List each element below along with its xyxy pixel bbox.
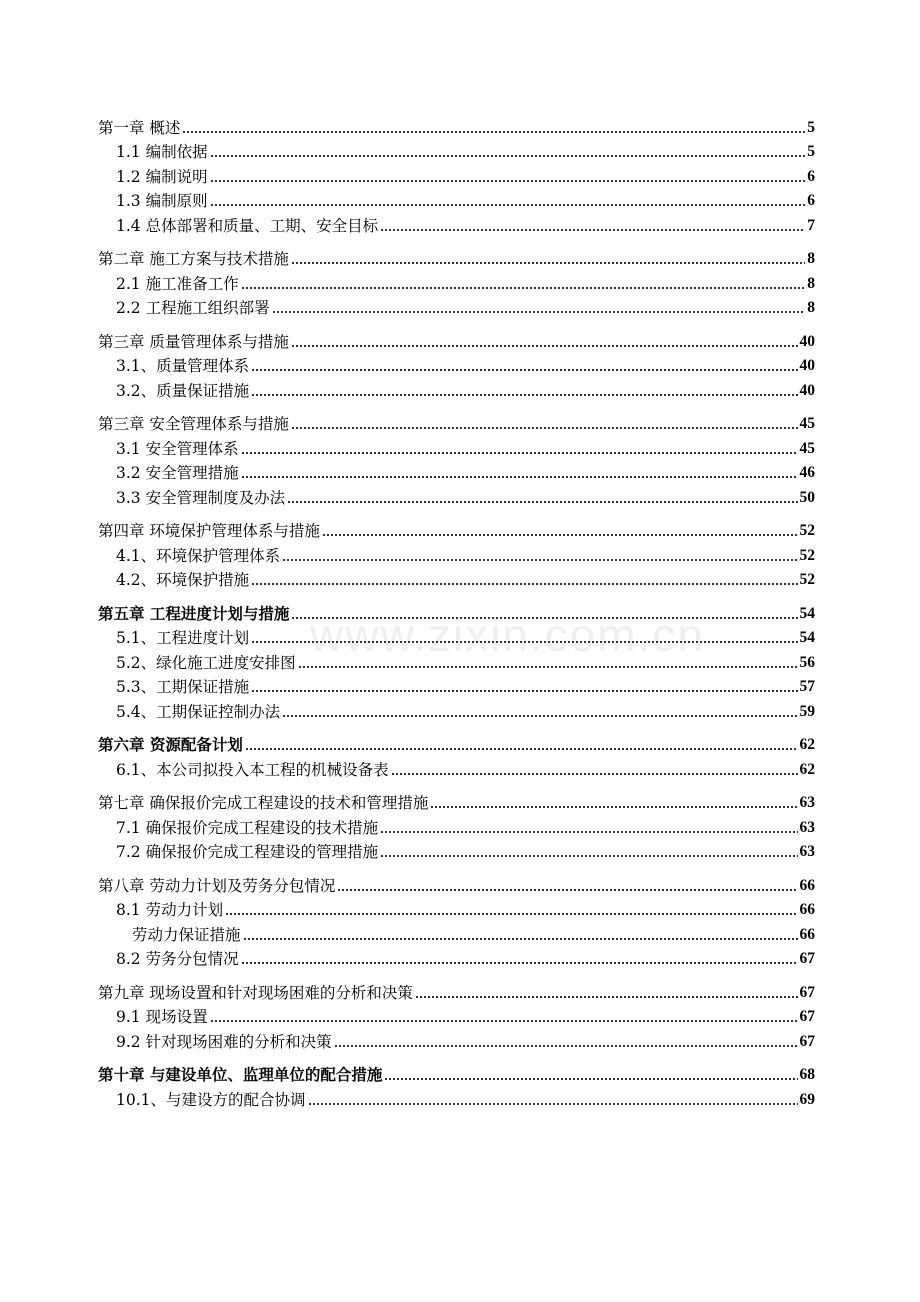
toc-page-number: 8: [807, 250, 815, 267]
toc-section-entry[interactable]: [98, 919, 815, 944]
toc-page-number: 45: [799, 415, 815, 432]
toc-entry-title: 第一章 概述: [98, 118, 181, 137]
toc-page-number: 57: [799, 678, 815, 695]
toc-leader-dots: [287, 500, 797, 504]
toc-leader-dots: [251, 393, 797, 397]
toc-leader-dots: [243, 937, 798, 941]
toc-entry-title: 1.4 总体部署和质量、工期、安全目标: [116, 216, 379, 235]
toc-chapter-entry[interactable]: [98, 598, 815, 623]
toc-page-number: 5: [807, 143, 815, 160]
toc-page-number: 62: [799, 736, 815, 753]
toc-page-number: 63: [799, 818, 815, 836]
toc-page-number: 67: [799, 983, 815, 1001]
toc-leader-dots: [282, 558, 797, 562]
toc-page-number: 54: [799, 604, 815, 622]
toc-page-number: 56: [799, 653, 815, 671]
toc-entry-title: 第三章 安全管理体系与措施: [98, 415, 289, 433]
toc-section-entry[interactable]: [98, 268, 815, 293]
toc-entry-title: 4.1、环境保护管理体系: [116, 546, 281, 565]
toc-chapter-entry[interactable]: [98, 244, 815, 269]
toc-leader-dots: [251, 640, 797, 644]
toc-entry-title: 第七章 确保报价完成工程建设的技术和管理措施: [98, 794, 429, 812]
toc-leader-dots: [384, 1077, 797, 1081]
watermark-text: www.zixin.com.cn: [310, 609, 705, 661]
toc-chapter-entry[interactable]: [98, 1060, 815, 1085]
toc-entry-title: 1.3 编制原则: [116, 192, 208, 210]
toc-entry-title: 第三章 质量管理体系与措施: [98, 332, 289, 351]
toc-entry-title: 8.2 劳务分包情况: [116, 950, 239, 968]
toc-section-entry[interactable]: [98, 351, 815, 376]
toc-entry-title: 9.1 现场设置: [116, 1008, 208, 1026]
toc-leader-dots: [225, 912, 797, 916]
toc-section-entry[interactable]: [98, 540, 815, 565]
toc-page-number: 62: [799, 760, 815, 778]
toc-entry-title: 3.3 安全管理制度及办法: [116, 488, 286, 507]
toc-leader-dots: [380, 228, 805, 232]
toc-page-number: 66: [799, 925, 815, 943]
toc-entry-title: 2.1 施工准备工作: [116, 274, 239, 293]
toc-leader-dots: [241, 961, 798, 965]
toc-page-number: 50: [799, 488, 815, 506]
toc-section-entry[interactable]: [98, 433, 815, 458]
toc-leader-dots: [241, 475, 798, 479]
toc-chapter-entry[interactable]: [98, 870, 815, 895]
toc-section-entry[interactable]: [98, 137, 815, 162]
toc-section-entry[interactable]: [98, 210, 815, 235]
toc-leader-dots: [430, 805, 797, 809]
toc-page-number: 7: [807, 216, 815, 234]
toc-entry-title: 1.2 编制说明: [116, 167, 208, 186]
toc-leader-dots: [241, 451, 798, 455]
toc-chapter-entry[interactable]: [98, 788, 815, 813]
toc-page-number: 45: [799, 439, 815, 457]
toc-page-number: 52: [799, 546, 815, 564]
toc-leader-dots: [308, 1102, 798, 1106]
toc-entry-title: 2.2 工程施工组织部署: [116, 299, 270, 317]
toc-section-entry[interactable]: [98, 565, 815, 590]
toc-entry-title: 5.1、工程进度计划: [116, 629, 250, 647]
toc-section-entry[interactable]: [98, 186, 815, 211]
toc-entry-title: 1.1 编制依据: [116, 143, 208, 161]
toc-section-entry[interactable]: [98, 696, 815, 721]
toc-entry-title: 9.2 针对现场困难的分析和决策: [116, 1032, 332, 1051]
toc-entry-title: 8.1 劳动力计划: [116, 901, 224, 919]
toc-section-entry[interactable]: [98, 1084, 815, 1109]
toc-section-entry[interactable]: [98, 375, 815, 400]
toc-entry-title: 第六章 资源配备计划: [98, 735, 243, 754]
toc-section-entry[interactable]: [98, 895, 815, 920]
toc-page-number: 59: [799, 702, 815, 720]
toc-entry-title: 第八章 劳动力计划及劳务分包情况: [98, 876, 336, 895]
toc-section-entry[interactable]: [98, 944, 815, 969]
toc-entry-title: 4.2、环境保护措施: [116, 571, 250, 589]
toc-entry-title: 劳动力保证措施: [132, 925, 241, 944]
toc-leader-dots: [251, 368, 797, 372]
toc-leader-dots: [380, 830, 797, 834]
toc-section-entry[interactable]: [98, 458, 815, 483]
toc-page-number: 63: [799, 794, 815, 811]
toc-page-number: 8: [807, 299, 815, 316]
toc-page-number: 6: [807, 167, 815, 185]
toc-page-number: 66: [799, 876, 815, 894]
toc-entry-title: 3.1 安全管理体系: [116, 439, 239, 458]
toc-page-number: 46: [799, 464, 815, 481]
toc-page-number: 40: [799, 332, 815, 350]
toc-page-number: 52: [799, 571, 815, 588]
toc-leader-dots: [291, 616, 797, 620]
toc-entry-title: 第四章 环境保护管理体系与措施: [98, 522, 320, 540]
toc-section-entry[interactable]: [98, 293, 815, 318]
toc-leader-dots: [210, 1019, 798, 1023]
toc-chapter-entry[interactable]: [98, 326, 815, 351]
toc-entry-title: 7.1 确保报价完成工程建设的技术措施: [116, 818, 379, 837]
toc-leader-dots: [210, 179, 806, 183]
toc-page-number: 52: [799, 522, 815, 539]
toc-leader-dots: [380, 854, 797, 858]
toc-leader-dots: [291, 426, 798, 430]
toc-leader-dots: [291, 344, 798, 348]
toc-chapter-entry[interactable]: [98, 977, 815, 1002]
toc-leader-dots: [391, 772, 798, 776]
toc-entry-title: 5.4、工期保证控制办法: [116, 702, 281, 721]
toc-leader-dots: [298, 665, 798, 669]
toc-entry-title: 第九章 现场设置和针对现场困难的分析和决策: [98, 983, 413, 1002]
toc-page-number: 5: [807, 118, 815, 136]
toc-entry-title: 6.1、本公司拟投入本工程的机械设备表: [116, 760, 389, 779]
toc-page-number: 67: [799, 950, 815, 967]
toc-leader-dots: [272, 310, 806, 314]
toc-leader-dots: [291, 261, 805, 265]
toc-leader-dots: [241, 286, 806, 290]
toc-section-entry[interactable]: [98, 754, 815, 779]
toc-entry-title: 5.3、工期保证措施: [116, 678, 250, 696]
toc-leader-dots: [251, 582, 797, 586]
toc-page-number: 68: [799, 1066, 815, 1083]
toc-leader-dots: [251, 689, 797, 693]
toc-entry-title: 第五章 工程进度计划与措施: [98, 603, 290, 623]
toc-entry-title: 10.1、与建设方的配合协调: [116, 1090, 306, 1109]
toc-leader-dots: [337, 888, 797, 892]
toc-leader-dots: [245, 747, 798, 751]
toc-entry-title: 3.1、质量管理体系: [116, 357, 250, 375]
toc-page-number: 40: [799, 381, 815, 399]
toc-leader-dots: [210, 203, 806, 207]
toc-section-entry[interactable]: [98, 647, 815, 672]
toc-page-number: 63: [799, 843, 815, 860]
toc-page-number: 6: [807, 192, 815, 209]
toc-section-entry[interactable]: [98, 623, 815, 648]
toc-page-number: 69: [799, 1090, 815, 1108]
toc-leader-dots: [182, 130, 805, 134]
toc-leader-dots: [282, 714, 797, 718]
toc-leader-dots: [322, 533, 798, 537]
toc-page-number: 66: [799, 901, 815, 918]
toc-chapter-entry[interactable]: [98, 516, 815, 541]
toc-section-entry[interactable]: [98, 1026, 815, 1051]
toc-entry-title: 第二章 施工方案与技术措施: [98, 250, 289, 268]
toc-page-number: 40: [799, 357, 815, 374]
toc-chapter-entry[interactable]: [98, 409, 815, 434]
toc-leader-dots: [415, 995, 798, 999]
toc-section-entry[interactable]: [98, 482, 815, 507]
toc-chapter-entry[interactable]: [98, 730, 815, 755]
toc-page-number: 67: [799, 1032, 815, 1050]
table-of-contents: [98, 112, 815, 1109]
toc-page-number: 67: [799, 1008, 815, 1025]
toc-entry-title: 第十章 与建设单位、监理单位的配合措施: [98, 1065, 383, 1084]
toc-section-entry[interactable]: [98, 161, 815, 186]
toc-section-entry[interactable]: [98, 812, 815, 837]
toc-entry-title: 3.2、质量保证措施: [116, 381, 250, 400]
toc-page-number: 54: [799, 629, 815, 646]
toc-entry-title: 7.2 确保报价完成工程建设的管理措施: [116, 843, 379, 861]
toc-section-entry[interactable]: [98, 672, 815, 697]
toc-entry-title: 3.2 安全管理措施: [116, 464, 239, 482]
toc-leader-dots: [334, 1044, 798, 1048]
toc-section-entry[interactable]: [98, 1002, 815, 1027]
toc-entry-title: 5.2、绿化施工进度安排图: [116, 653, 296, 672]
toc-chapter-entry[interactable]: [98, 112, 815, 137]
toc-leader-dots: [210, 154, 806, 158]
toc-page-number: 8: [807, 274, 815, 292]
toc-section-entry[interactable]: [98, 837, 815, 862]
